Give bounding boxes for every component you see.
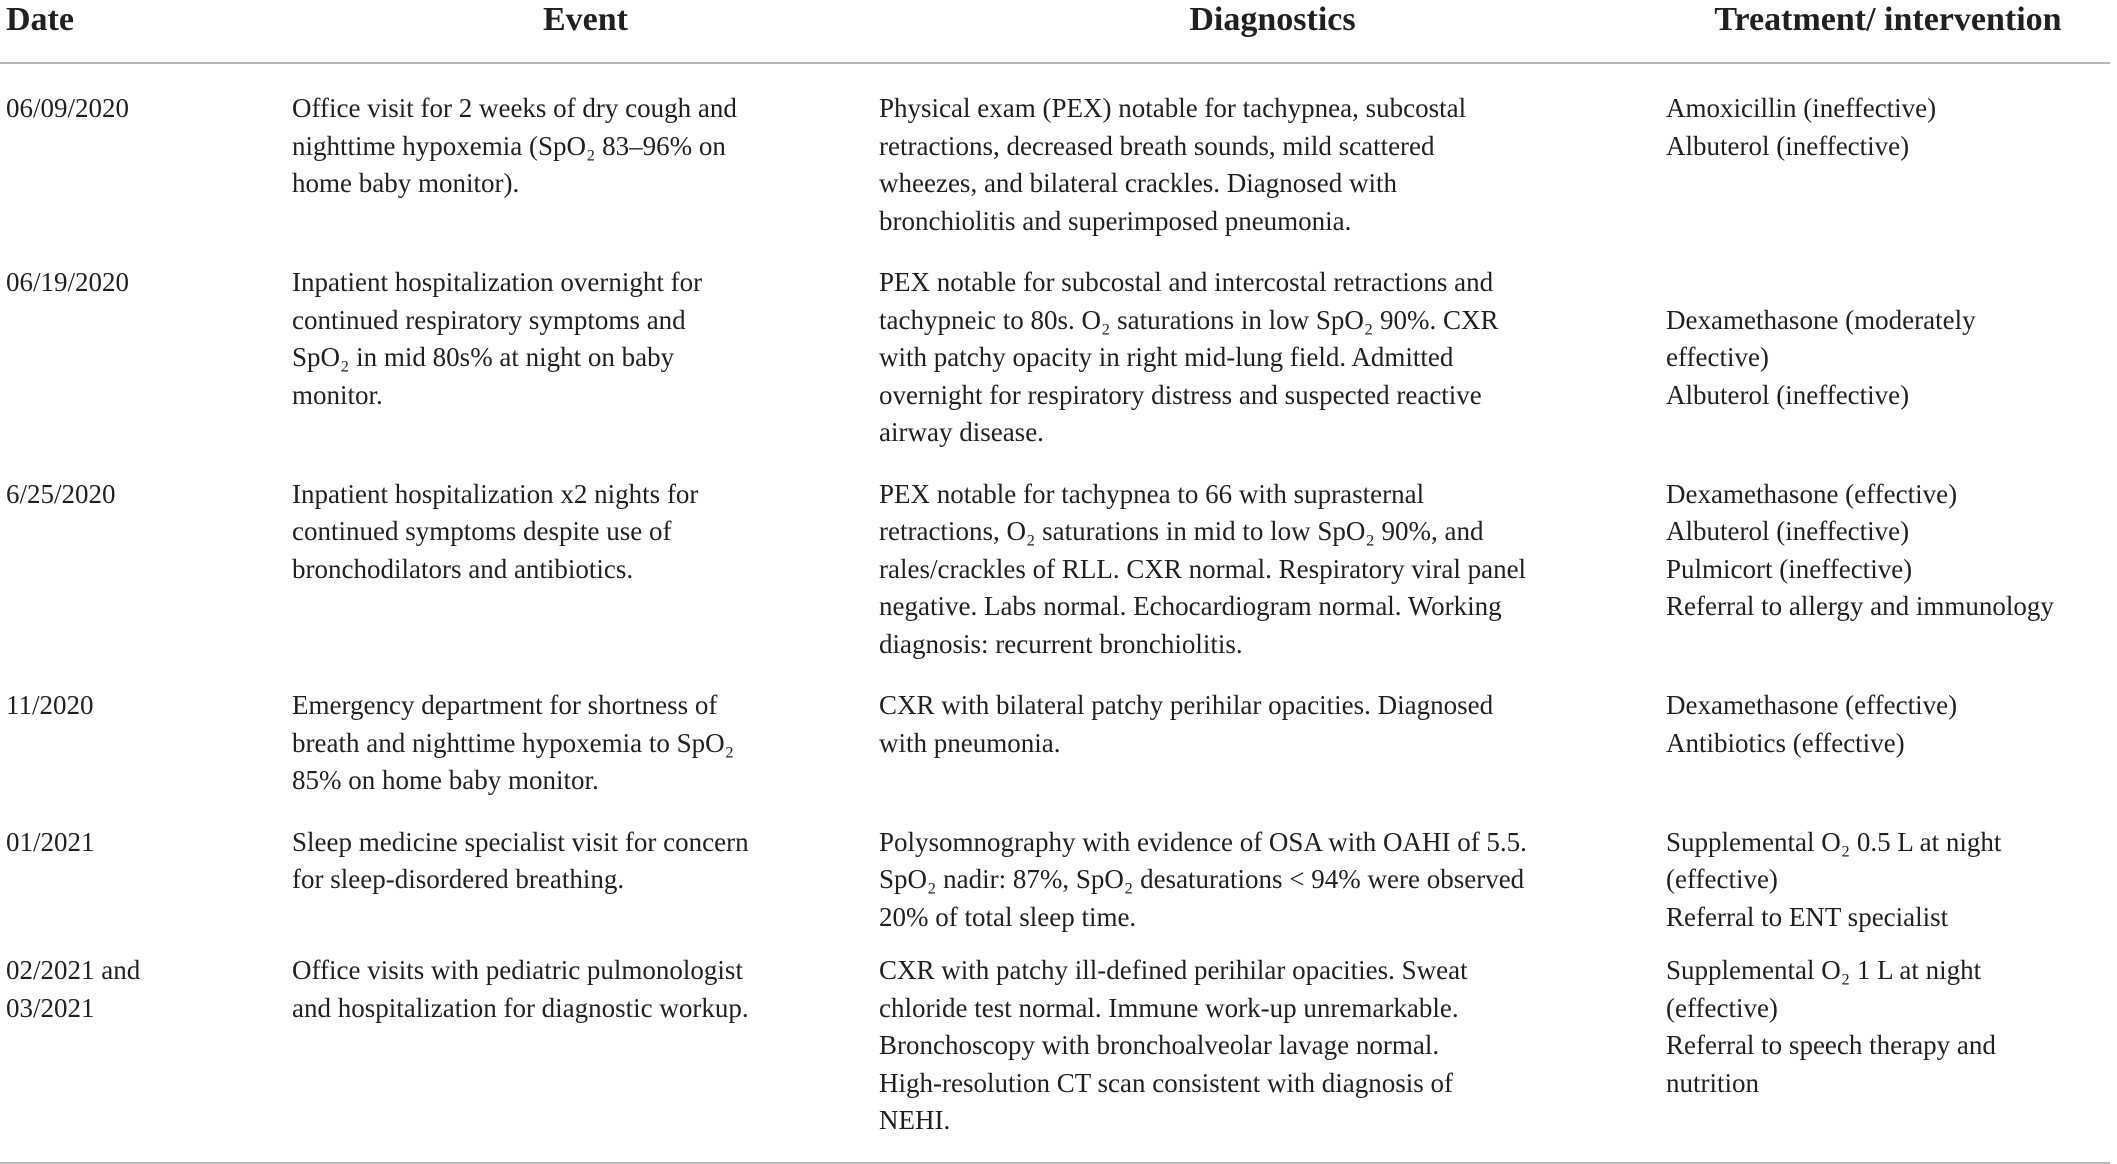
cell-line: with pneumonia. [879, 727, 1061, 758]
cell-line: wheezes, and bilateral crackles. Diagnosed with [879, 168, 1398, 198]
cell-line: Physical exam (PEX) notable for tachypnea, subcostal [879, 93, 1467, 123]
cell-line: Inpatient hospitalization x2 nights for [292, 478, 699, 509]
cell-date [0, 936, 292, 1163]
cell-line: Emergency department for shortness of [292, 690, 718, 720]
cell-line: Referral to speech therapy and [1666, 1030, 1996, 1060]
header-diagnostics: Diagnostics [879, 0, 1666, 63]
cell-line: Antibiotics (effective) [1666, 727, 1905, 758]
table-row [0, 452, 2110, 664]
cell-diagnostics [879, 663, 1666, 800]
cell-line: bronchiolitis and superimposed pneumonia. [879, 205, 1352, 236]
cell-line: Inpatient hospitalization overnight for [292, 267, 703, 297]
cell-event [292, 663, 879, 800]
cell-line: 11/2020 [6, 690, 94, 720]
cell-line: chloride test normal. Immune work-up unremarkable. [879, 992, 1459, 1023]
cell-diagnostics [879, 936, 1666, 1163]
cell-line: diagnosis: recurrent bronchiolitis. [879, 628, 1243, 659]
cell-event [292, 240, 879, 452]
cell-line: monitor. [292, 379, 383, 410]
cell-line: CXR with patchy ill-defined perihilar opacities. Sweat [879, 955, 1468, 985]
cell-treatment [1666, 663, 2110, 800]
cell-line: 20% of total sleep time. [879, 901, 1137, 932]
cell-line: bronchodilators and antibiotics. [292, 553, 634, 584]
cell-line: 02/2021 and [6, 955, 141, 985]
cell-line: Albuterol (ineffective) [1666, 379, 1910, 410]
cell-line: 06/19/2020 [6, 267, 130, 297]
cell-event [292, 452, 879, 664]
cell-line: for sleep-disordered breathing. [292, 864, 625, 894]
table-row [0, 936, 2110, 1163]
cell-line: Bronchoscopy with bronchoalveolar lavage normal. [879, 1030, 1440, 1060]
header-date: Date [0, 0, 292, 63]
cell-line: airway disease. [879, 417, 1044, 447]
cell-line: Referral to allergy and immunology [1666, 591, 2054, 621]
header-event: Event [292, 0, 879, 63]
cell-line: (effective) [1666, 864, 1778, 894]
table-row [0, 240, 2110, 452]
cell-line: breath and nighttime hypoxemia to SpO₂ [292, 727, 735, 758]
cell-line: nighttime hypoxemia (SpO₂ 83–96% on [292, 130, 726, 161]
cell-line: retractions, decreased breath sounds, mild scattered [879, 130, 1435, 161]
cell-line: 03/2021 [6, 992, 95, 1023]
cell-line: (effective) [1666, 992, 1778, 1023]
cell-diagnostics [879, 800, 1666, 937]
cell-line: Pulmicort (ineffective) [1666, 553, 1913, 584]
cell-date [0, 63, 292, 240]
cell-line: NEHI. [879, 1105, 951, 1135]
cell-line: Dexamethasone (effective) [1666, 690, 1958, 720]
table-row [0, 63, 2110, 240]
cell-line: with patchy opacity in right mid-lung field. Admitted [879, 342, 1454, 372]
cell-date [0, 240, 292, 452]
cell-event [292, 63, 879, 240]
cell-line [1666, 264, 2110, 302]
cell-treatment [1666, 452, 2110, 664]
cell-treatment [1666, 800, 2110, 937]
cell-line: 01/2021 [6, 826, 95, 857]
cell-line: continued symptoms despite use of [292, 516, 672, 546]
cell-line: Sleep medicine specialist visit for concern [292, 826, 749, 857]
cell-line: 06/09/2020 [6, 93, 130, 123]
cell-line: 6/25/2020 [6, 478, 116, 509]
cell-line: Polysomnography with evidence of OSA with OAHI of 5.5. [879, 826, 1527, 857]
header-treatment: Treatment/ intervention [1666, 0, 2110, 63]
cell-treatment [1666, 936, 2110, 1163]
cell-line: Albuterol (ineffective) [1666, 516, 1910, 546]
cell-line: Supplemental O₂ 1 L at night [1666, 955, 1982, 985]
cell-line: Referral to ENT specialist [1666, 901, 1949, 932]
cell-line: Office visits with pediatric pulmonologist [292, 955, 743, 985]
cell-line: home baby monitor). [292, 168, 520, 198]
cell-line: effective) [1666, 342, 1769, 372]
cell-line: Supplemental O₂ 0.5 L at night [1666, 826, 2002, 857]
cell-event [292, 800, 879, 937]
cell-date [0, 800, 292, 937]
cell-line: PEX notable for subcostal and intercostal retractions and [879, 267, 1494, 297]
cell-diagnostics [879, 240, 1666, 452]
cell-line: 85% on home baby monitor. [292, 765, 599, 795]
cell-diagnostics [879, 63, 1666, 240]
cell-line: Dexamethasone (effective) [1666, 478, 1958, 509]
cell-diagnostics [879, 452, 1666, 664]
cell-line: negative. Labs normal. Echocardiogram normal. Working [879, 591, 1502, 621]
cell-date [0, 452, 292, 664]
cell-line: Albuterol (ineffective) [1666, 130, 1910, 161]
cell-line: and hospitalization for diagnostic workup. [292, 992, 749, 1023]
cell-date [0, 663, 292, 800]
cell-line: rales/crackles of RLL. CXR normal. Respiratory viral panel [879, 553, 1527, 584]
cell-line: Amoxicillin (ineffective) [1666, 93, 1937, 123]
cell-line: SpO₂ nadir: 87%, SpO₂ desaturations < 94% were observed [879, 864, 1525, 894]
cell-line: nutrition [1666, 1067, 1759, 1098]
table-row [0, 800, 2110, 937]
cell-line: continued respiratory symptoms and [292, 304, 686, 335]
cell-line: CXR with bilateral patchy perihilar opacities. Diagnosed [879, 690, 1494, 720]
cell-line: tachypneic to 80s. O₂ saturations in low SpO₂ 90%. CXR [879, 304, 1499, 335]
cell-line: retractions, O₂ saturations in mid to low SpO₂ 90%, and [879, 516, 1484, 546]
cell-line: Office visit for 2 weeks of dry cough and [292, 93, 737, 123]
table-row [0, 663, 2110, 800]
cell-event [292, 936, 879, 1163]
cell-line: High-resolution CT scan consistent with diagnosis of [879, 1067, 1453, 1098]
cell-line: Dexamethasone (moderately [1666, 304, 1976, 335]
cell-line: overnight for respiratory distress and suspected reactive [879, 379, 1482, 410]
cell-treatment [1666, 240, 2110, 452]
cell-line: SpO₂ in mid 80s% at night on baby [292, 342, 675, 372]
table-header-row [0, 0, 2110, 63]
cell-line: PEX notable for tachypnea to 66 with suprasternal [879, 478, 1425, 509]
cell-treatment [1666, 63, 2110, 240]
